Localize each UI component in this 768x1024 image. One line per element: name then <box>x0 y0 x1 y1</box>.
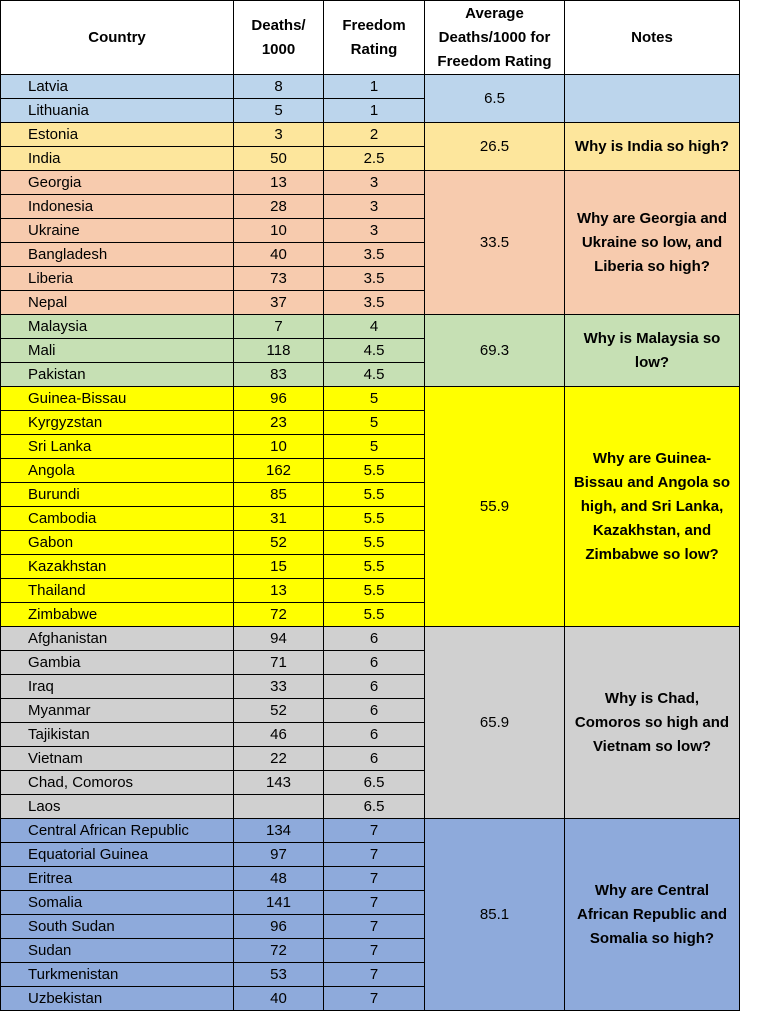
freedom-cell[interactable]: 5.5 <box>324 531 425 555</box>
freedom-cell[interactable]: 7 <box>324 915 425 939</box>
freedom-cell[interactable]: 5.5 <box>324 483 425 507</box>
deaths-cell[interactable]: 85 <box>234 483 324 507</box>
deaths-cell[interactable]: 3 <box>234 123 324 147</box>
deaths-cell[interactable]: 118 <box>234 339 324 363</box>
deaths-cell[interactable] <box>234 795 324 819</box>
country-cell[interactable]: Kazakhstan <box>1 555 234 579</box>
deaths-cell[interactable]: 96 <box>234 387 324 411</box>
country-cell[interactable]: Uzbekistan <box>1 987 234 1011</box>
deaths-cell[interactable]: 162 <box>234 459 324 483</box>
country-cell[interactable]: Nepal <box>1 291 234 315</box>
deaths-cell[interactable]: 40 <box>234 243 324 267</box>
country-cell[interactable]: Afghanistan <box>1 627 234 651</box>
average-cell[interactable]: 33.5 <box>425 171 565 315</box>
header-average[interactable]: Average Deaths/1000 for Freedom Rating <box>425 1 565 75</box>
freedom-cell[interactable]: 4.5 <box>324 363 425 387</box>
deaths-cell[interactable]: 94 <box>234 627 324 651</box>
header-notes[interactable]: Notes <box>565 1 740 75</box>
table-header <box>1 1 740 75</box>
freedom-cell[interactable]: 5 <box>324 387 425 411</box>
country-cell[interactable]: Vietnam <box>1 747 234 771</box>
table-row <box>1 627 740 651</box>
freedom-cell[interactable]: 5.5 <box>324 603 425 627</box>
header-freedom[interactable]: Freedom Rating <box>324 1 425 75</box>
row-group <box>1 315 740 387</box>
freedom-cell[interactable]: 2.5 <box>324 147 425 171</box>
deaths-cell[interactable]: 72 <box>234 939 324 963</box>
country-cell[interactable]: Georgia <box>1 171 234 195</box>
deaths-cell[interactable]: 31 <box>234 507 324 531</box>
deaths-cell[interactable]: 46 <box>234 723 324 747</box>
country-cell[interactable]: Bangladesh <box>1 243 234 267</box>
table-row <box>1 171 740 195</box>
country-cell[interactable]: Kyrgyzstan <box>1 411 234 435</box>
freedom-cell[interactable]: 5.5 <box>324 579 425 603</box>
country-cell[interactable]: Sudan <box>1 939 234 963</box>
deaths-cell[interactable]: 23 <box>234 411 324 435</box>
deaths-cell[interactable]: 28 <box>234 195 324 219</box>
country-cell[interactable]: Equatorial Guinea <box>1 843 234 867</box>
table-row <box>1 387 740 411</box>
freedom-cell[interactable]: 1 <box>324 99 425 123</box>
table-row <box>1 315 740 339</box>
country-cell[interactable]: Lithuania <box>1 99 234 123</box>
country-cell[interactable]: Ukraine <box>1 219 234 243</box>
freedom-cell[interactable]: 6 <box>324 651 425 675</box>
deaths-cell[interactable]: 37 <box>234 291 324 315</box>
freedom-cell[interactable]: 3 <box>324 195 425 219</box>
deaths-cell[interactable]: 15 <box>234 555 324 579</box>
deaths-cell[interactable]: 13 <box>234 171 324 195</box>
freedom-cell[interactable]: 5 <box>324 435 425 459</box>
freedom-cell[interactable]: 4.5 <box>324 339 425 363</box>
country-cell[interactable]: Iraq <box>1 675 234 699</box>
table-row <box>1 123 740 147</box>
freedom-cell[interactable]: 7 <box>324 819 425 843</box>
freedom-cell[interactable]: 2 <box>324 123 425 147</box>
freedom-cell[interactable]: 1 <box>324 75 425 99</box>
freedom-cell[interactable]: 7 <box>324 939 425 963</box>
deaths-cell[interactable]: 96 <box>234 915 324 939</box>
row-group <box>1 123 740 171</box>
average-cell[interactable]: 65.9 <box>425 627 565 819</box>
country-cell[interactable]: Tajikistan <box>1 723 234 747</box>
country-cell[interactable]: Chad, Comoros <box>1 771 234 795</box>
deaths-cell[interactable]: 22 <box>234 747 324 771</box>
freedom-cell[interactable]: 7 <box>324 987 425 1011</box>
country-cell[interactable]: South Sudan <box>1 915 234 939</box>
notes-cell[interactable] <box>565 75 740 123</box>
table-row <box>1 75 740 99</box>
deaths-cell[interactable]: 72 <box>234 603 324 627</box>
freedom-cell[interactable]: 3.5 <box>324 243 425 267</box>
country-cell[interactable]: Sri Lanka <box>1 435 234 459</box>
country-cell[interactable]: Laos <box>1 795 234 819</box>
freedom-cell[interactable]: 6.5 <box>324 795 425 819</box>
deaths-cell[interactable]: 83 <box>234 363 324 387</box>
header-country[interactable]: Country <box>1 1 234 75</box>
country-cell[interactable]: Gabon <box>1 531 234 555</box>
country-cell[interactable]: Indonesia <box>1 195 234 219</box>
notes-cell[interactable]: Why is India so high? <box>565 123 740 171</box>
average-cell[interactable]: 55.9 <box>425 387 565 627</box>
header-row <box>1 1 740 75</box>
freedom-cell[interactable]: 7 <box>324 867 425 891</box>
row-group <box>1 75 740 123</box>
deaths-cell[interactable]: 134 <box>234 819 324 843</box>
deaths-cell[interactable]: 33 <box>234 675 324 699</box>
deaths-cell[interactable]: 7 <box>234 315 324 339</box>
deaths-cell[interactable]: 13 <box>234 579 324 603</box>
country-cell[interactable]: Cambodia <box>1 507 234 531</box>
deaths-cell[interactable]: 8 <box>234 75 324 99</box>
freedom-cell[interactable]: 3 <box>324 171 425 195</box>
freedom-cell[interactable]: 5.5 <box>324 459 425 483</box>
table-row <box>1 819 740 843</box>
row-group <box>1 627 740 819</box>
freedom-cell[interactable]: 6 <box>324 723 425 747</box>
notes-cell[interactable]: Why are Georgia and Ukraine so low, and Liberia so high? <box>565 171 740 315</box>
country-cell[interactable]: Estonia <box>1 123 234 147</box>
deaths-cell[interactable]: 143 <box>234 771 324 795</box>
freedom-cell[interactable]: 5.5 <box>324 555 425 579</box>
average-cell[interactable]: 26.5 <box>425 123 565 171</box>
country-cell[interactable]: Mali <box>1 339 234 363</box>
country-cell[interactable]: Liberia <box>1 267 234 291</box>
deaths-cell[interactable]: 48 <box>234 867 324 891</box>
deaths-cell[interactable]: 10 <box>234 219 324 243</box>
deaths-cell[interactable]: 5 <box>234 99 324 123</box>
row-group <box>1 171 740 315</box>
freedom-cell[interactable]: 6 <box>324 627 425 651</box>
row-group <box>1 387 740 627</box>
freedom-cell[interactable]: 5 <box>324 411 425 435</box>
freedom-cell[interactable]: 6 <box>324 747 425 771</box>
country-cell[interactable]: Zimbabwe <box>1 603 234 627</box>
freedom-cell[interactable]: 6.5 <box>324 771 425 795</box>
country-cell[interactable]: Central African Republic <box>1 819 234 843</box>
country-cell[interactable]: Somalia <box>1 891 234 915</box>
freedom-cell[interactable]: 3.5 <box>324 291 425 315</box>
country-cell[interactable]: Guinea-Bissau <box>1 387 234 411</box>
country-cell[interactable]: Myanmar <box>1 699 234 723</box>
notes-cell[interactable]: Why are Central African Republic and Somalia so high? <box>565 819 740 1011</box>
freedom-cell[interactable]: 7 <box>324 891 425 915</box>
deaths-cell[interactable]: 52 <box>234 531 324 555</box>
freedom-cell[interactable]: 7 <box>324 963 425 987</box>
country-cell[interactable]: Turkmenistan <box>1 963 234 987</box>
deaths-cell[interactable]: 40 <box>234 987 324 1011</box>
country-cell[interactable]: Malaysia <box>1 315 234 339</box>
deaths-cell[interactable]: 52 <box>234 699 324 723</box>
average-cell[interactable]: 69.3 <box>425 315 565 387</box>
country-cell[interactable]: Pakistan <box>1 363 234 387</box>
notes-cell[interactable]: Why are Guinea-Bissau and Angola so high, and Sri Lanka, Kazakhstan, and Zimbabwe so low? <box>565 387 740 627</box>
country-cell[interactable]: India <box>1 147 234 171</box>
average-cell[interactable]: 6.5 <box>425 75 565 123</box>
country-cell[interactable]: Eritrea <box>1 867 234 891</box>
freedom-cell[interactable]: 6 <box>324 675 425 699</box>
freedom-cell[interactable]: 3 <box>324 219 425 243</box>
notes-cell[interactable]: Why is Chad, Comoros so high and Vietnam so low? <box>565 627 740 819</box>
notes-cell[interactable]: Why is Malaysia so low? <box>565 315 740 387</box>
country-cell[interactable]: Angola <box>1 459 234 483</box>
freedom-cell[interactable]: 5.5 <box>324 507 425 531</box>
header-deaths[interactable]: Deaths/ 1000 <box>234 1 324 75</box>
deaths-cell[interactable]: 73 <box>234 267 324 291</box>
freedom-cell[interactable]: 3.5 <box>324 267 425 291</box>
deaths-cell[interactable]: 10 <box>234 435 324 459</box>
deaths-cell[interactable]: 50 <box>234 147 324 171</box>
deaths-cell[interactable]: 53 <box>234 963 324 987</box>
deaths-cell[interactable]: 97 <box>234 843 324 867</box>
country-cell[interactable]: Burundi <box>1 483 234 507</box>
freedom-cell[interactable]: 4 <box>324 315 425 339</box>
average-cell[interactable]: 85.1 <box>425 819 565 1011</box>
freedom-cell[interactable]: 7 <box>324 843 425 867</box>
freedom-cell[interactable]: 6 <box>324 699 425 723</box>
country-cell[interactable]: Gambia <box>1 651 234 675</box>
country-cell[interactable]: Latvia <box>1 75 234 99</box>
row-group <box>1 819 740 1011</box>
deaths-cell[interactable]: 71 <box>234 651 324 675</box>
country-cell[interactable]: Thailand <box>1 579 234 603</box>
deaths-cell[interactable]: 141 <box>234 891 324 915</box>
